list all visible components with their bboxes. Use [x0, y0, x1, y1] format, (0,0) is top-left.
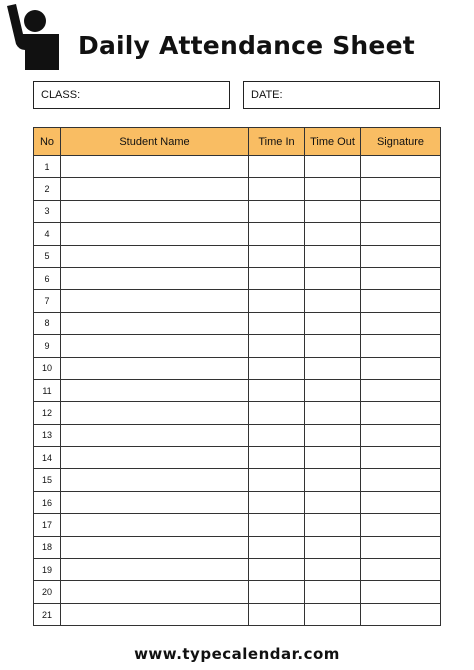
row-number: 17: [34, 514, 61, 536]
student-name-cell[interactable]: [61, 447, 249, 469]
time-in-cell[interactable]: [249, 290, 305, 312]
student-name-cell[interactable]: [61, 200, 249, 222]
attendance-table: [33, 127, 441, 626]
table-row: [34, 402, 441, 424]
website-url: www.typecalendar.com: [134, 645, 340, 663]
time-in-cell[interactable]: [249, 514, 305, 536]
column-header-time-in: Time In: [249, 128, 305, 156]
time-in-cell[interactable]: [249, 559, 305, 581]
time-in-cell[interactable]: [249, 335, 305, 357]
student-name-cell[interactable]: [61, 267, 249, 289]
row-number: 1: [34, 156, 61, 178]
time-out-cell[interactable]: [305, 424, 361, 446]
time-out-cell[interactable]: [305, 402, 361, 424]
class-field[interactable]: [33, 81, 230, 109]
student-name-cell[interactable]: [61, 290, 249, 312]
time-out-cell[interactable]: [305, 491, 361, 513]
time-out-cell[interactable]: [305, 312, 361, 334]
row-number: 15: [34, 469, 61, 491]
time-out-cell[interactable]: [305, 178, 361, 200]
time-in-cell[interactable]: [249, 424, 305, 446]
time-in-cell[interactable]: [249, 312, 305, 334]
signature-cell[interactable]: [361, 469, 441, 491]
row-number: 3: [34, 200, 61, 222]
signature-cell[interactable]: [361, 581, 441, 603]
student-name-cell[interactable]: [61, 424, 249, 446]
table-row: [34, 312, 441, 334]
time-in-cell[interactable]: [249, 156, 305, 178]
row-number: 6: [34, 267, 61, 289]
student-name-cell[interactable]: [61, 402, 249, 424]
student-name-cell[interactable]: [61, 581, 249, 603]
time-out-cell[interactable]: [305, 447, 361, 469]
student-name-cell[interactable]: [61, 335, 249, 357]
time-in-cell[interactable]: [249, 200, 305, 222]
row-number: 19: [34, 559, 61, 581]
signature-cell[interactable]: [361, 379, 441, 401]
row-number: 5: [34, 245, 61, 267]
table-row: [34, 447, 441, 469]
signature-cell[interactable]: [361, 312, 441, 334]
time-out-cell[interactable]: [305, 156, 361, 178]
time-out-cell[interactable]: [305, 200, 361, 222]
signature-cell[interactable]: [361, 335, 441, 357]
row-number: 13: [34, 424, 61, 446]
table-row: [34, 223, 441, 245]
time-out-cell[interactable]: [305, 603, 361, 625]
student-name-cell[interactable]: [61, 559, 249, 581]
time-out-cell[interactable]: [305, 559, 361, 581]
student-name-cell[interactable]: [61, 491, 249, 513]
student-name-cell[interactable]: [61, 245, 249, 267]
signature-cell[interactable]: [361, 514, 441, 536]
row-number: 11: [34, 379, 61, 401]
signature-cell[interactable]: [361, 491, 441, 513]
student-name-cell[interactable]: [61, 178, 249, 200]
table-row: [34, 200, 441, 222]
time-out-cell[interactable]: [305, 223, 361, 245]
signature-cell[interactable]: [361, 536, 441, 558]
time-in-cell[interactable]: [249, 267, 305, 289]
table-row: [34, 581, 441, 603]
signature-cell[interactable]: [361, 447, 441, 469]
table-row: [34, 379, 441, 401]
signature-cell[interactable]: [361, 156, 441, 178]
table-row: [34, 424, 441, 446]
row-number: 4: [34, 223, 61, 245]
row-number: 2: [34, 178, 61, 200]
row-number: 18: [34, 536, 61, 558]
table-row: [34, 469, 441, 491]
table-row: [34, 357, 441, 379]
student-name-cell[interactable]: [61, 223, 249, 245]
time-out-cell[interactable]: [305, 357, 361, 379]
time-out-cell[interactable]: [305, 290, 361, 312]
table-row: [34, 290, 441, 312]
raised-hand-person-icon: [3, 2, 63, 70]
date-label: DATE:: [251, 89, 283, 101]
student-name-cell[interactable]: [61, 379, 249, 401]
time-in-cell[interactable]: [249, 223, 305, 245]
row-number: 20: [34, 581, 61, 603]
signature-cell[interactable]: [361, 402, 441, 424]
time-in-cell[interactable]: [249, 178, 305, 200]
time-in-cell[interactable]: [249, 469, 305, 491]
table-row: [34, 178, 441, 200]
student-name-cell[interactable]: [61, 603, 249, 625]
signature-cell[interactable]: [361, 357, 441, 379]
time-in-cell[interactable]: [249, 447, 305, 469]
table-row: [34, 245, 441, 267]
class-label: CLASS:: [41, 89, 81, 101]
row-number: 12: [34, 402, 61, 424]
student-name-cell[interactable]: [61, 357, 249, 379]
time-in-cell[interactable]: [249, 536, 305, 558]
time-out-cell[interactable]: [305, 536, 361, 558]
student-name-cell[interactable]: [61, 156, 249, 178]
signature-cell[interactable]: [361, 245, 441, 267]
student-name-cell[interactable]: [61, 469, 249, 491]
signature-cell[interactable]: [361, 603, 441, 625]
time-out-cell[interactable]: [305, 267, 361, 289]
table-row: [34, 514, 441, 536]
signature-cell[interactable]: [361, 200, 441, 222]
student-name-cell[interactable]: [61, 312, 249, 334]
time-in-cell[interactable]: [249, 379, 305, 401]
row-number: 8: [34, 312, 61, 334]
date-field[interactable]: [243, 81, 440, 109]
time-out-cell[interactable]: [305, 335, 361, 357]
student-name-cell[interactable]: [61, 514, 249, 536]
time-in-cell[interactable]: [249, 357, 305, 379]
time-out-cell[interactable]: [305, 469, 361, 491]
table-row: [34, 559, 441, 581]
table-row: [34, 491, 441, 513]
table-row: [34, 335, 441, 357]
row-number: 9: [34, 335, 61, 357]
time-out-cell[interactable]: [305, 514, 361, 536]
signature-cell[interactable]: [361, 559, 441, 581]
column-header-signature: Signature: [361, 128, 441, 156]
signature-cell[interactable]: [361, 267, 441, 289]
row-number: 21: [34, 603, 61, 625]
table-row: [34, 267, 441, 289]
row-number: 16: [34, 491, 61, 513]
column-header-no: No: [34, 128, 61, 156]
time-out-cell[interactable]: [305, 245, 361, 267]
time-in-cell[interactable]: [249, 491, 305, 513]
signature-cell[interactable]: [361, 223, 441, 245]
row-number: 7: [34, 290, 61, 312]
signature-cell[interactable]: [361, 178, 441, 200]
table-row: [34, 603, 441, 625]
time-in-cell[interactable]: [249, 245, 305, 267]
table-row: [34, 536, 441, 558]
row-number: 10: [34, 357, 61, 379]
signature-cell[interactable]: [361, 424, 441, 446]
student-name-cell[interactable]: [61, 536, 249, 558]
signature-cell[interactable]: [361, 290, 441, 312]
time-in-cell[interactable]: [249, 603, 305, 625]
row-number: 14: [34, 447, 61, 469]
time-in-cell[interactable]: [249, 402, 305, 424]
column-header-time-out: Time Out: [305, 128, 361, 156]
page-title: Daily Attendance Sheet: [78, 31, 415, 60]
time-out-cell[interactable]: [305, 379, 361, 401]
time-out-cell[interactable]: [305, 581, 361, 603]
column-header-student-name: Student Name: [61, 128, 249, 156]
time-in-cell[interactable]: [249, 581, 305, 603]
table-row: [34, 156, 441, 178]
table-header-row: [34, 128, 441, 156]
